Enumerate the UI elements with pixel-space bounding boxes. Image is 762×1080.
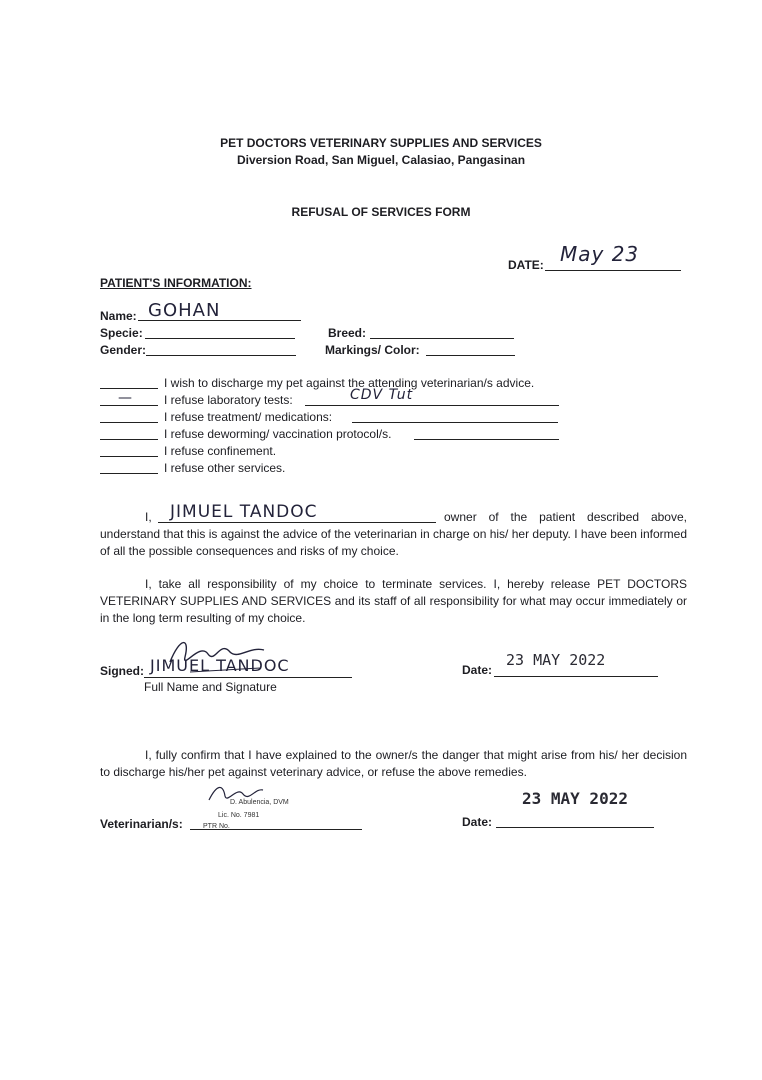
specie-label: Specie: <box>100 326 143 340</box>
date-line <box>545 270 681 271</box>
date-handwritten: May 23 <box>560 242 640 266</box>
vet-stamp-license: Lic. No. 7981 <box>218 812 260 819</box>
owner-signature-line <box>144 677 352 678</box>
specie-line <box>145 338 295 339</box>
vet-statement: I, fully confirm that I have explained to the owner/s the danger that might arise from his/ her decision to discharge his/her pet against veterinary advice, or refuse the above remedies. <box>100 748 687 779</box>
option-2-detail-handwritten: CDV Tut <box>350 387 414 403</box>
option-3-blank <box>100 422 158 423</box>
option-2-checkmark: — <box>118 390 133 406</box>
vet-date-label: Date: <box>462 815 493 829</box>
owner-statement-line1: owner of the patient described above, <box>444 510 687 524</box>
owner-statement-prefix: I, <box>145 510 152 524</box>
owner-name-handwritten: JIMUEL TANDOC <box>170 502 318 522</box>
vet-stamp-name: D. Abulencia, DVM <box>230 799 289 806</box>
name-label: Name: <box>100 309 137 323</box>
name-handwritten: GOHAN <box>148 300 221 321</box>
company-address: Diversion Road, San Miguel, Calasiao, Pangasinan <box>236 153 526 167</box>
veterinarian-label: Veterinarian/s: <box>100 817 183 831</box>
gender-line <box>146 355 296 356</box>
option-4-text: I refuse deworming/ vaccination protocol/s. <box>164 427 392 441</box>
option-6-text: I refuse other services. <box>164 461 286 475</box>
option-1-text: I wish to discharge my pet against the attending veterinarian/s advice. <box>164 376 535 390</box>
vet-stamp-ptr: PTR No. <box>203 823 230 830</box>
owner-name-line <box>158 522 436 523</box>
markings-label: Markings/ Color: <box>325 343 420 357</box>
vet-signature-line <box>190 829 362 830</box>
option-4-blank <box>100 439 158 440</box>
option-3-detail-line <box>352 422 558 423</box>
owner-date-stamp: 23 MAY 2022 <box>506 651 606 669</box>
option-5-blank <box>100 456 158 457</box>
option-2-detail-line <box>305 405 559 406</box>
markings-line <box>426 355 515 356</box>
gender-label: Gender: <box>100 343 147 357</box>
owner-date-label: Date: <box>462 663 493 677</box>
release-statement: I, take all responsibility of my choice to terminate services. I, hereby release PET DOCTORS VETERINARY SUPPLIES AND SERVICES and its staff of all responsibility for what may occur immediately or in the long term resulting of my choice. <box>100 577 687 625</box>
company-name: PET DOCTORS VETERINARY SUPPLIES AND SERVICES <box>220 136 542 150</box>
option-5-text: I refuse confinement. <box>164 444 277 458</box>
owner-signature-name: JIMUEL TANDOC <box>150 656 290 675</box>
option-6-blank <box>100 473 158 474</box>
patient-section-title: PATIENT'S INFORMATION: <box>100 276 252 290</box>
option-2-text: I refuse laboratory tests: <box>164 393 293 407</box>
signed-label: Signed: <box>100 664 144 678</box>
vet-date-stamp: 23 MAY 2022 <box>522 789 628 808</box>
option-1-blank <box>100 388 158 389</box>
breed-label: Breed: <box>328 326 367 340</box>
option-4-detail-line <box>414 439 559 440</box>
option-3-text: I refuse treatment/ medications: <box>164 410 333 424</box>
owner-date-line <box>494 676 658 677</box>
vet-date-line <box>496 827 654 828</box>
owner-statement-text: understand that this is against the advice of the veterinarian in charge on his/ her deputy. I have been informed of all the possible consequences and risks of my choice. <box>100 527 687 558</box>
owner-signature-caption: Full Name and Signature <box>144 680 277 694</box>
form-title: REFUSAL OF SERVICES FORM <box>291 205 471 219</box>
breed-line <box>370 338 514 339</box>
date-label: DATE: <box>508 258 544 272</box>
